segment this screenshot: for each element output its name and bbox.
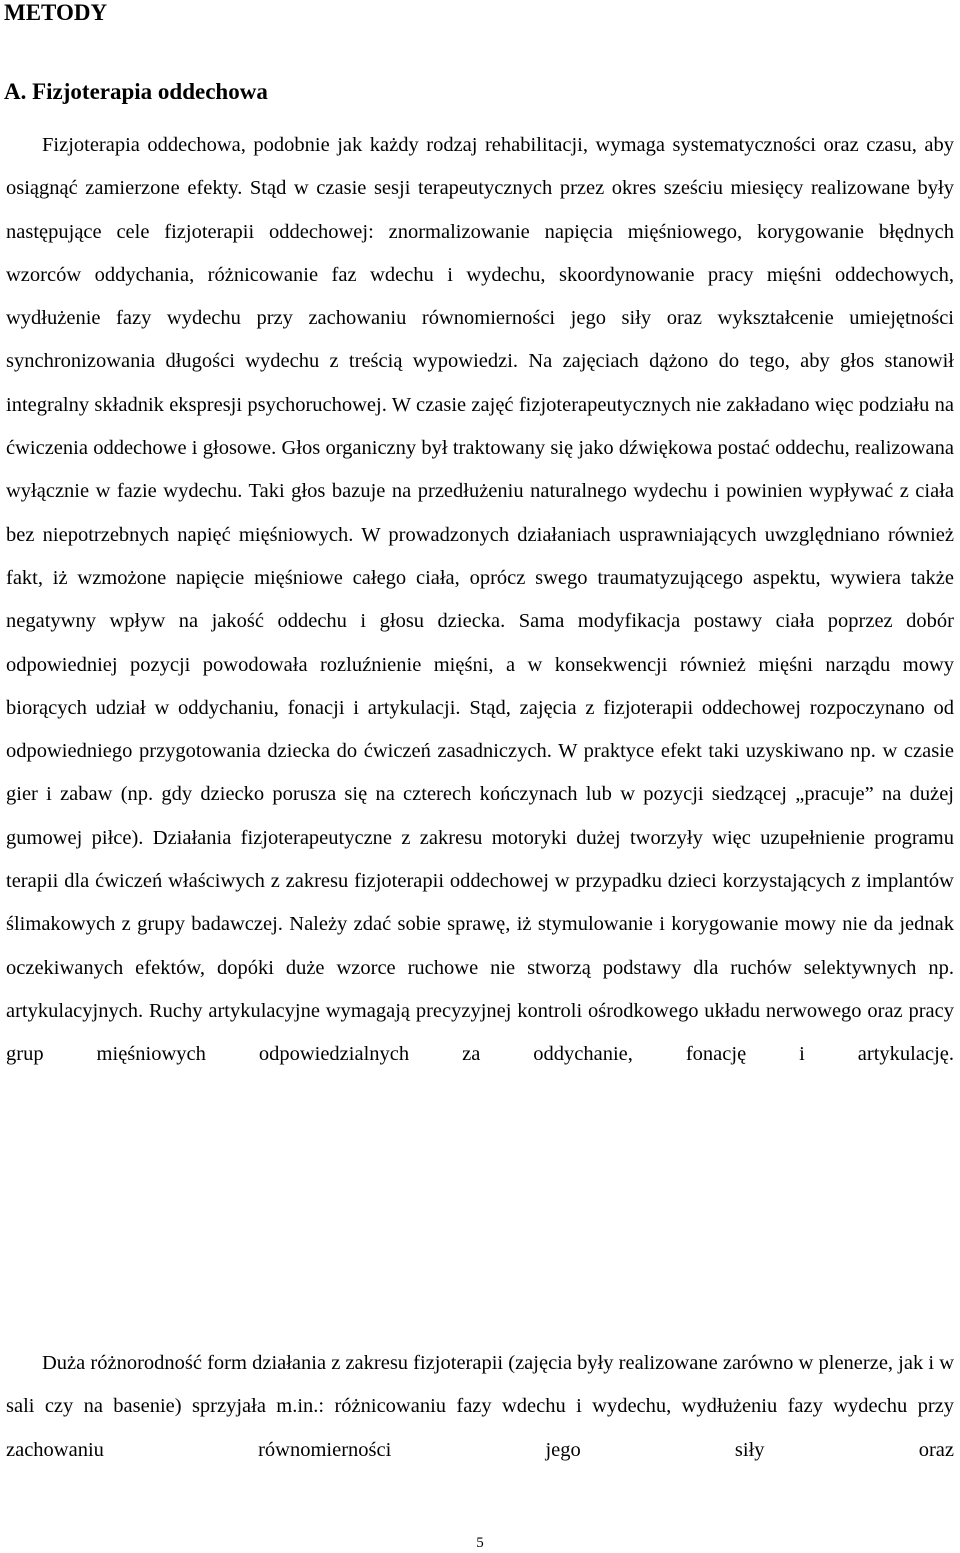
subsection-title: A. Fizjoterapia oddechowa bbox=[4, 79, 268, 104]
body-paragraph: Fizjoterapia oddechowa, podobnie jak każdy rodzaj rehabilitacji, wymaga systematyczności oraz czasu, aby osiągnąć zamierzone efekty. Stąd w czasie sesji terapeutycznych przez okres sześciu miesięcy realizowane były następujące cele fizjoterapii oddechowej: znormalizowanie napięcia mięśniowego, korygowanie błędnych wzorców oddychania, różnicowanie faz wdechu i wydechu, skoordynowanie pracy mięśni oddechowych, wydłużenie fazy wydechu przy zachowaniu równomierności jego siły oraz wykształcenie umiejętności synchronizowania długości wydechu z treścią wypowiedzi. Na zajęciach dążono do tego, aby głos stanowił integralny składnik ekspresji psychoruchowej. W czasie zajęć fizjoterapeutycznych nie zakładano więc podziału na ćwiczenia oddechowe i głosowe. Głos organiczny był traktowany się jako dźwiękowa postać oddechu, realizowana wyłącznie w fazie wydechu. Taki głos bazuje na przedłużeniu naturalnego wydechu i powinien wypływać z ciała bez niepotrzebnych napięć mięśniowych. W prowadzonych działaniach usprawniających uwzględniano również fakt, iż wzmożone napięcie mięśniowe całego ciała, oprócz swego traumatyzującego aspektu, wywiera także negatywny wpływ na jakość oddechu i głosu dziecka. Sama modyfikacja postawy ciała poprzez dobór odpowiedniej pozycji powodowała rozluźnienie mięśni, a w konsekwencji również mięśni narządu mowy biorących udział w oddychaniu, fonacji i artykulacji. Stąd, zajęcia z fizjoterapii oddechowej rozpoczynano od odpowiedniego przygotowania dziecka do ćwiczeń zasadniczych. W praktyce efekt taki uzyskiwano np. w czasie gier i zabaw (np. gdy dziecko porusza się na czterech kończynach lub w pozycji siedzącej „pracuje” na dużej gumowej piłce). Działania fizjoterapeutyczne z zakresu motoryki dużej tworzyły więc uzupełnienie programu terapii dla ćwiczeń właściwych z zakresu fizjoterapii oddechowej w przypadku dzieci korzystających z implantów ślimakowych z grupy badawczej. Należy zdać sobie sprawę, iż stymulowanie i korygowanie mowy nie da jednak oczekiwanych efektów, dopóki duże wzorce ruchowe nie stworzą podstawy dla ruchów selektywnych np. artykulacyjnych. Ruchy artykulacyjne wymagają precyzyjnej kontroli ośrodkowego układu nerwowego oraz pracy grup mięśniowych odpowiedzialnych za oddychanie, fonację i artykulację. bbox=[6, 134, 954, 1066]
page-number: 5 bbox=[476, 1535, 484, 1551]
section-title: METODY bbox=[4, 0, 108, 25]
body-paragraph: Duża różnorodność form działania z zakresu fizjoterapii (zajęcia były realizowane zarówno w plenerze, jak i w sali czy na basenie) sprzyjała m.in.: różnicowaniu fazy wdechu i wydechu, wydłużeniu fazy wydechu przy zachowaniu równomierności jego siły oraz bbox=[6, 1352, 954, 1461]
